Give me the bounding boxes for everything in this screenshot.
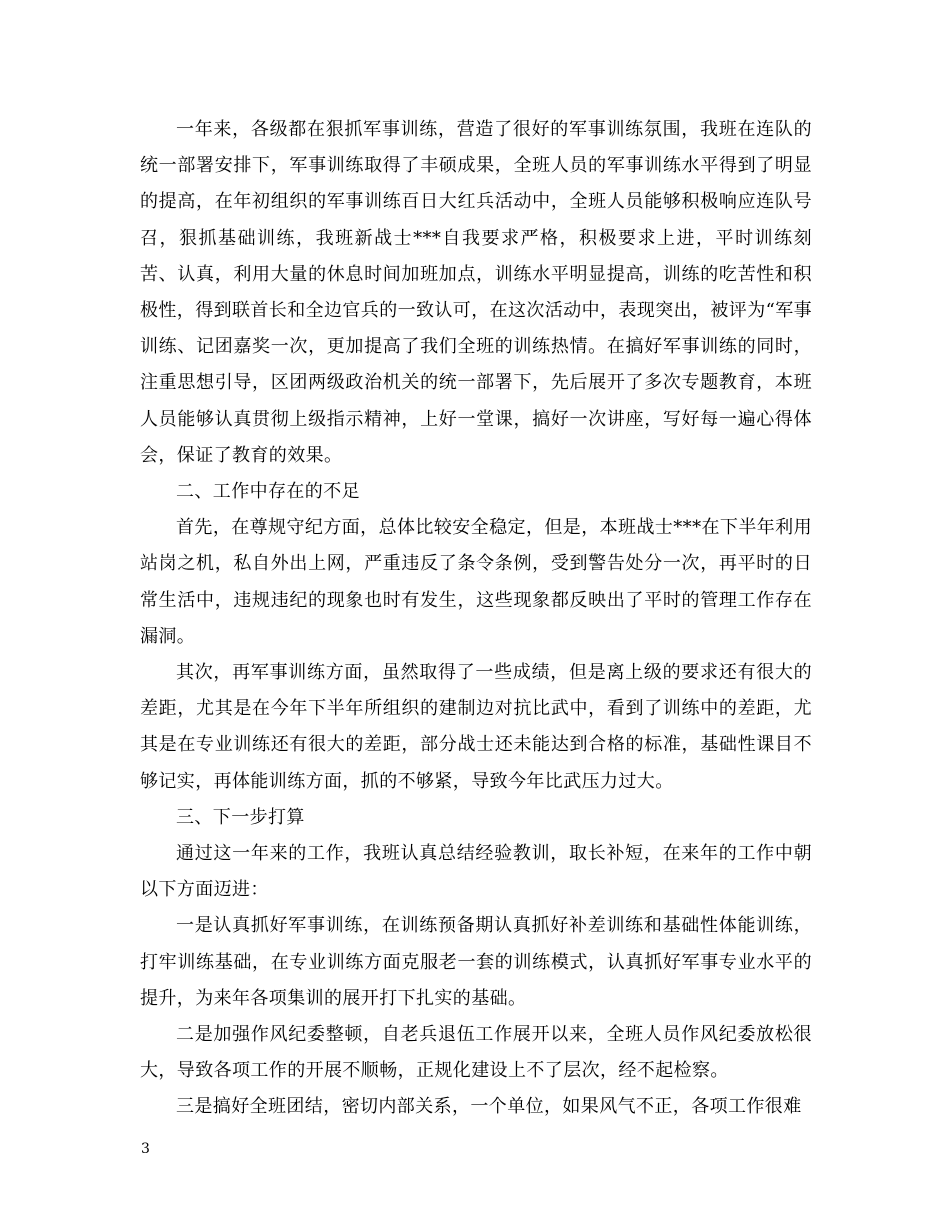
paragraph-6: 通过这一年来的工作，我班认真总结经验教训，取长补短，在来年的工作中朝以下方面迈进：: [140, 843, 812, 901]
section-heading-2: 二、工作中存在的不足: [176, 481, 360, 503]
paragraph-1: 一年来，各级都在狠抓军事训练，营造了很好的军事训练氛围，我班在连队的统一部署安排下，军事训练取得了丰硕成果，全班人员的军事训练水平得到了明显的提高，在年初组织的军事训练百日大红兵活动中，全班人员能够积极响应连队号召，狠抓基础训练，我班新战士***自我要求严格，积极要求上进，平时训练刻苦、认真，利用大量的休息时间加班加点，训练水平明显提高，训练的吃苦性和积极性，得到联首长和全边官兵的一致认可，在这次活动中，表现突出，被评为“军事训练、记团嘉奖一次，更加提高了我们全班的训练热情。在搞好军事训练的同时，注重思想引导，区团两级政治机关的统一部署下，先后展开了多次专题教育，本班人员能够认真贯彻上级指示精神，上好一堂课，搞好一次讲座，写好每一遍心得体会，保证了教育的效果。: [140, 119, 812, 466]
section-heading-3: 三、下一步打算: [176, 806, 305, 828]
document-body: [140, 112, 812, 1126]
page-number: 3: [141, 1141, 150, 1157]
paragraph-3: 首先，在尊规守纪方面，总体比较安全稳定，但是，本班战士***在下半年利用站岗之机，私自外出上网，严重违反了条令条例，受到警告处分一次，再平时的日常生活中，违规违纪的现象也时有发生，这些现象都反映出了平时的管理工作存在漏洞。: [140, 517, 812, 647]
paragraph-4: 其次，再军事训练方面，虽然取得了一些成绩，但是离上级的要求还有很大的差距，尤其是在今年下半年所组织的建制边对抗比武中，看到了训练中的差距，尤其是在专业训练还有很大的差距，部分战士还未能达到合格的标准，基础性课目不够记实，再体能训练方面，抓的不够紧，导致今年比武压力过大。: [140, 662, 812, 792]
paragraph-7: 一是认真抓好军事训练，在训练预备期认真抓好补差训练和基础性体能训练，打牢训练基础，在专业训练方面克服老一套的训练模式，认真抓好军事专业水平的提升，为来年各项集训的展开打下扎实的基础。: [140, 915, 812, 1009]
paragraph-9: 三是搞好全班团结，密切内部关系，一个单位，如果风气不正，各项工作很难: [176, 1096, 802, 1118]
paragraph-8: 二是加强作风纪委整顿，自老兵退伍工作展开以来，全班人员作风纪委放松很大，导致各项工作的开展不顺畅，正规化建设上不了层次，经不起检察。: [140, 1024, 812, 1082]
